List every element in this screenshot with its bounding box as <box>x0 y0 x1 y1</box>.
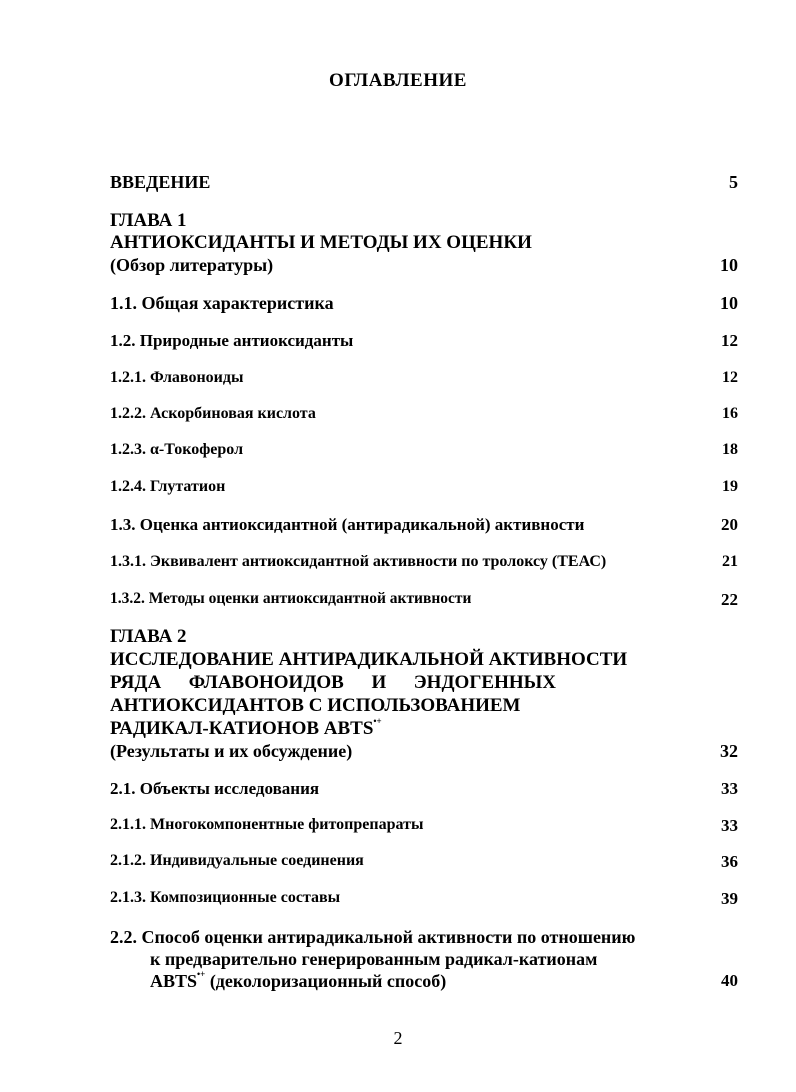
toc-entry-text: 1.2.3. α-Токоферол <box>110 441 244 458</box>
toc-entry-text: 1.2.2. Аскорбиновая кислота <box>110 405 316 422</box>
chapter1-title[interactable]: АНТИОКСИДАНТЫ И МЕТОДЫ ИХ ОЦЕНКИ <box>110 232 532 253</box>
toc-entry-text <box>150 971 446 992</box>
toc-entry-text: ВВЕДЕНИЕ <box>110 172 211 192</box>
toc-entry-page: 20 <box>721 515 738 534</box>
toc-entry-page: 12 <box>722 369 738 386</box>
toc-entry-text: (Результаты и их обсуждение) <box>110 741 353 761</box>
toc-entry-text: 1.3.1. Эквивалент антиоксидантной активности по тролоксу (ТЕАС) <box>110 553 607 570</box>
toc-entry-text: 1.2.1. Флавоноиды <box>110 369 244 386</box>
toc-entry-page: 22 <box>721 590 738 609</box>
toc-entry-text: 1.3.2. Методы оценки антиоксидантной активности <box>110 590 472 607</box>
title-word: РЯДА <box>110 672 162 693</box>
toc-entry-page: 19 <box>722 478 738 495</box>
chapter2-title-line[interactable] <box>110 672 556 694</box>
toc-entry-text: (Обзор литературы) <box>110 255 274 275</box>
title-word: ФЛАВОНОИДОВ <box>188 672 344 693</box>
toc-entry-text: 2.1.1. Многокомпонентные фитопрепараты <box>110 816 424 833</box>
toc-entry-page: 40 <box>721 971 738 990</box>
toc-entry-text: 2.1. Объекты исследования <box>110 779 320 798</box>
toc-entry-page: 33 <box>721 816 738 835</box>
toc-entry-page: 32 <box>720 741 738 761</box>
superscript: •+ <box>373 716 382 726</box>
toc-entry-text: 1.2. Природные антиоксиданты <box>110 331 354 350</box>
toc-entry-text: 2.1.2. Индивидуальные соединения <box>110 852 364 869</box>
toc-entry-text[interactable]: к предварительно генерированным радикал-катионам <box>150 949 598 969</box>
toc-entry-page: 39 <box>721 889 738 908</box>
toc-entry-text: 2.1.3. Композиционные составы <box>110 889 341 906</box>
chapter2-title-line[interactable]: ИССЛЕДОВАНИЕ АНТИРАДИКАЛЬНОЙ АКТИВНОСТИ <box>110 649 628 670</box>
toc-entry-page: 10 <box>720 255 738 275</box>
chapter2-title-line[interactable]: АНТИОКСИДАНТОВ С ИСПОЛЬЗОВАНИЕМ <box>110 695 521 716</box>
toc-entry-page: 12 <box>721 331 738 350</box>
toc-entry-page: 33 <box>721 779 738 798</box>
toc-entry-text: 1.3. Оценка антиоксидантной (антирадикальной) активности <box>110 515 585 534</box>
toc-entry-text: 1.2.4. Глутатион <box>110 478 226 495</box>
chapter2-label: ГЛАВА 2 <box>110 626 187 647</box>
toc-entry-page: 16 <box>722 405 738 422</box>
title-word: И <box>371 672 387 693</box>
toc-entry-page: 21 <box>722 553 738 570</box>
toc-entry-text[interactable]: 2.2. Способ оценки антирадикальной активности по отношению <box>110 927 636 947</box>
toc-entry-text-rest: (деколоризационный способ) <box>205 971 447 991</box>
title-text: РАДИКАЛ-КАТИОНОВ ABTS <box>110 718 374 739</box>
page-number: 2 <box>393 1028 403 1048</box>
toc-entry-text: 1.1. Общая характеристика <box>110 293 334 313</box>
page-title: ОГЛАВЛЕНИЕ <box>329 70 467 91</box>
superscript: •+ <box>197 969 206 979</box>
abts-text: ABTS <box>150 971 198 991</box>
chapter2-title-line[interactable] <box>110 718 382 740</box>
toc-entry-page: 36 <box>721 852 738 871</box>
toc-entry-page: 18 <box>722 441 738 458</box>
chapter1-label: ГЛАВА 1 <box>110 210 187 231</box>
toc-entry-page: 5 <box>729 172 738 192</box>
title-word: ЭНДОГЕННЫХ <box>413 672 557 693</box>
toc-entry-page: 10 <box>720 293 738 313</box>
